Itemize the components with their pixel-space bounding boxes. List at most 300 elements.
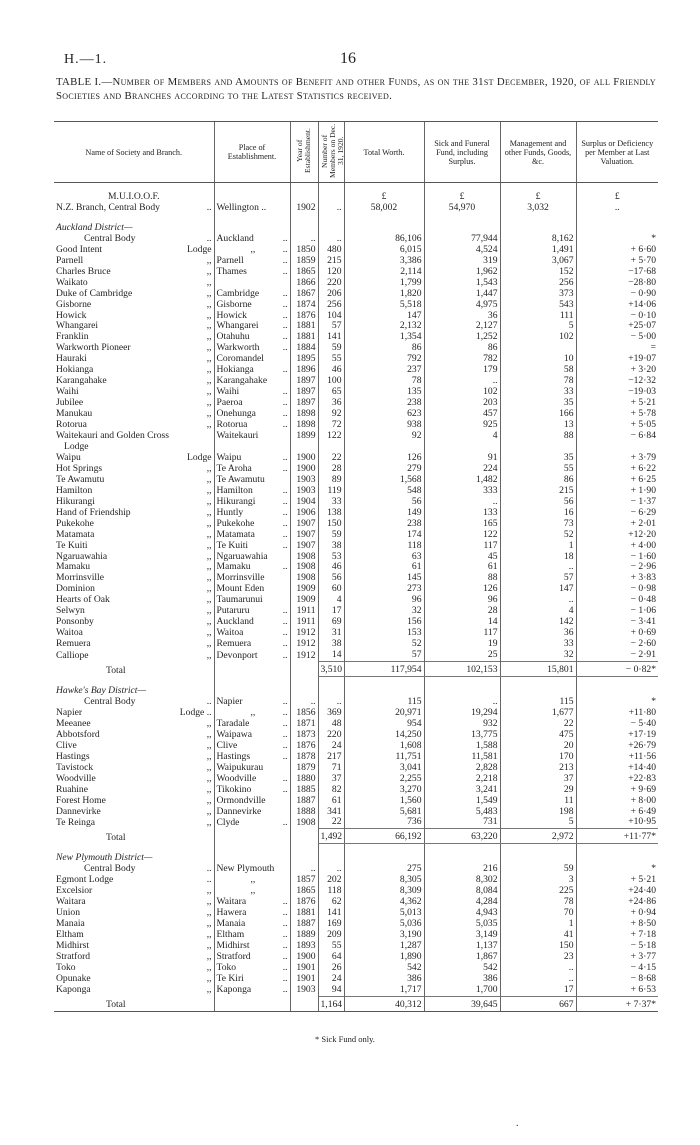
branch-name [54, 697, 214, 708]
branch-place [214, 952, 290, 963]
branch-sick-fund: 14 [424, 617, 500, 628]
branch-designation: Lodge [186, 452, 212, 463]
branch-name-text: Central Body [84, 864, 136, 875]
branch-members: 150 [318, 519, 344, 530]
table-row [54, 321, 658, 332]
table-row [54, 311, 658, 322]
leader-dots: .. [282, 365, 288, 376]
branch-year: 1897 [290, 387, 318, 398]
branch-designation: ,, [206, 984, 212, 996]
branch-worth: 237 [344, 365, 424, 376]
branch-name-text: Duke of Cambridge [56, 288, 133, 299]
branch-sick-fund: .. [424, 497, 500, 508]
branch-name [54, 573, 214, 584]
leader-dots: .. [282, 409, 288, 420]
branch-place [214, 628, 290, 639]
branch-surplus: + 8·50 [576, 919, 658, 930]
branch-year: 1900 [290, 453, 318, 464]
branch-worth: 58,002 [344, 203, 424, 214]
total-sick-fund: 39,645 [424, 996, 500, 1011]
branch-surplus: + 1·90 [576, 486, 658, 497]
leader-dots: .. [282, 773, 288, 784]
table-row [54, 785, 658, 796]
branch-place-text: Mamaku [216, 562, 251, 573]
branch-year: 1873 [290, 730, 318, 741]
branch-name-text: Waikato [56, 277, 88, 288]
branch-name [54, 864, 214, 875]
table-row [54, 464, 658, 475]
branch-place-text: Auckland [216, 233, 254, 244]
table-row [54, 431, 658, 442]
branch-worth: 2,255 [344, 774, 424, 785]
branch-name-text: Eltham [56, 930, 84, 941]
branch-surplus: + 3·79 [576, 453, 658, 464]
branch-year: 1898 [290, 420, 318, 431]
branch-designation: ,, [206, 784, 212, 795]
table-row [54, 963, 658, 974]
branch-members: 26 [318, 963, 344, 974]
table-row [54, 908, 658, 919]
branch-surplus: +26·79 [576, 741, 658, 752]
branch-name-text: Manukau [56, 409, 93, 420]
branch-surplus: .. [576, 203, 658, 214]
branch-name-text: Morrinsville [56, 573, 104, 584]
branch-worth: 63 [344, 552, 424, 563]
leader-dots: .. [282, 718, 288, 729]
branch-name [54, 952, 214, 963]
branch-name-text: Good Intent [56, 244, 103, 255]
table-row [54, 952, 658, 963]
branch-place-text: Tikokino [216, 784, 252, 795]
branch-worth: 1,820 [344, 289, 424, 300]
total-place [214, 829, 290, 844]
branch-place-text: Mount Eden [216, 584, 265, 595]
branch-designation: ,, [206, 584, 212, 595]
leader-dots: .. [282, 244, 288, 255]
table-row [54, 519, 658, 530]
branch-management-fund: 1 [500, 919, 576, 930]
branch-designation: ,, [206, 650, 212, 661]
col-header-worth: Total Worth. [344, 122, 424, 183]
branch-place [214, 267, 290, 278]
branch-year: 1911 [290, 617, 318, 628]
table-row [54, 708, 658, 719]
branch-worth: 118 [344, 541, 424, 552]
branch-surplus: − 1·60 [576, 552, 658, 563]
branch-place [214, 497, 290, 508]
branch-management-fund: 111 [500, 311, 576, 322]
leader-dots: .. [282, 420, 288, 431]
branch-designation: ,, [206, 540, 212, 551]
branch-worth: 57 [344, 650, 424, 661]
branch-place-text: Howick [216, 310, 247, 321]
branch-name [54, 530, 214, 541]
branch-year: 1909 [290, 584, 318, 595]
col-header-sick: Sick and Funeral Fund, including Surplus. [424, 122, 500, 183]
branch-management-fund: 37 [500, 774, 576, 785]
leader-dots: .. [282, 288, 288, 299]
branch-year: 1865 [290, 886, 318, 897]
branch-worth: 623 [344, 409, 424, 420]
branch-surplus: +22·83 [576, 774, 658, 785]
branch-place-text: Coromandel [216, 354, 264, 365]
branch-name [54, 552, 214, 563]
branch-designation: ,, [206, 762, 212, 773]
total-label-text: Total [106, 664, 126, 676]
branch-year: 1857 [290, 875, 318, 886]
branch-sick-fund: 3,241 [424, 785, 500, 796]
branch-year: 1897 [290, 376, 318, 387]
table-row [54, 817, 658, 828]
branch-place-text: ,, [250, 886, 256, 897]
branch-worth: 273 [344, 584, 424, 595]
district-title: Hawke's Bay District— [56, 686, 146, 697]
branch-worth: 548 [344, 486, 424, 497]
branch-year: .. [290, 234, 318, 245]
branch-sick-fund: 3,149 [424, 930, 500, 941]
branch-place-text: ,, [250, 707, 256, 718]
branch-worth: 14,250 [344, 730, 424, 741]
branch-worth: 78 [344, 376, 424, 387]
branch-management-fund: 152 [500, 267, 576, 278]
branch-management-fund: 10 [500, 354, 576, 365]
branch-worth: 153 [344, 628, 424, 639]
branch-place [214, 431, 290, 442]
branch-name-text: Forest Home [56, 795, 106, 806]
branch-place-text: Warkworth [216, 343, 260, 354]
branch-name-text: Waihi [56, 387, 79, 398]
branch-name-text: Franklin [56, 332, 89, 343]
col-header-year-text: Year of Establishment. [295, 128, 312, 174]
branch-management-fund: 3 [500, 875, 576, 886]
table-row [54, 552, 658, 563]
branch-place-text: Paeroa [216, 398, 243, 409]
branch-year: 1907 [290, 519, 318, 530]
branch-management-fund: 170 [500, 752, 576, 763]
branch-year: 1912 [290, 639, 318, 650]
branch-members: 92 [318, 409, 344, 420]
leader-dots: .. [282, 398, 288, 409]
branch-designation: .. [206, 875, 212, 886]
branch-worth: 5,036 [344, 919, 424, 930]
branch-name [54, 289, 214, 300]
branch-name-text: Dannevirke [56, 806, 101, 817]
table-body [54, 183, 658, 1012]
branch-name-text: Waitoa [56, 628, 83, 639]
branch-surplus: = [576, 343, 658, 354]
branch-designation: ,, [206, 376, 212, 387]
branch-name [54, 354, 214, 365]
branch-designation: ,, [206, 606, 212, 617]
branch-place [214, 245, 290, 256]
table-row [54, 376, 658, 387]
leader-dots: .. [282, 639, 288, 650]
branch-year: 1887 [290, 919, 318, 930]
branch-worth: 1,560 [344, 796, 424, 807]
table-row [54, 497, 658, 508]
branch-members: 104 [318, 311, 344, 322]
branch-place-text: Clive [216, 740, 238, 751]
branch-name [54, 475, 214, 486]
branch-name [54, 752, 214, 763]
branch-place [214, 530, 290, 541]
branch-surplus: − 0·90 [576, 289, 658, 300]
branch-members: 215 [318, 256, 344, 267]
branch-management-fund: 11 [500, 796, 576, 807]
branch-place-text: Waihi [216, 387, 240, 398]
leader-dots: .. [282, 628, 288, 639]
branch-surplus: + 0·94 [576, 908, 658, 919]
col-header-management: Management and other Funds, Goods, &c. [500, 122, 576, 183]
branch-surplus: − 0·98 [576, 584, 658, 595]
branch-worth: 1,799 [344, 278, 424, 289]
leader-dots: .. [282, 255, 288, 266]
branch-surplus: − 6·29 [576, 508, 658, 519]
total-worth: 40,312 [344, 996, 424, 1011]
branch-members: 62 [318, 897, 344, 908]
branch-surplus: * [576, 864, 658, 875]
branch-place [214, 650, 290, 661]
branch-year: 1866 [290, 278, 318, 289]
branch-name [54, 398, 214, 409]
branch-place [214, 409, 290, 420]
branch-sick-fund: 25 [424, 650, 500, 661]
branch-place [214, 708, 290, 719]
branch-surplus: − 0·10 [576, 311, 658, 322]
branch-sick-fund [424, 442, 500, 453]
branch-name-text: Central Body [84, 233, 136, 244]
branch-surplus: +24·86 [576, 897, 658, 908]
branch-year: 1885 [290, 785, 318, 796]
branch-place [214, 796, 290, 807]
branch-designation: ,, [206, 806, 212, 817]
leader-dots: .. [206, 202, 212, 213]
branch-name-text: Stratford [56, 952, 91, 962]
table-row [54, 919, 658, 930]
spacer-row [54, 677, 658, 687]
table-row [54, 278, 658, 289]
branch-members: 89 [318, 475, 344, 486]
leader-dots: .. [282, 463, 288, 474]
branch-members: 60 [318, 584, 344, 595]
leader-dots: .. [282, 973, 288, 984]
branch-name-text: Manaia [56, 919, 85, 930]
branch-place [214, 941, 290, 952]
branch-management-fund: 20 [500, 741, 576, 752]
branch-management-fund: 543 [500, 300, 576, 311]
branch-place [214, 541, 290, 552]
branch-place [214, 875, 290, 886]
branch-surplus: +12·20 [576, 530, 658, 541]
branch-members: 119 [318, 486, 344, 497]
branch-members: 341 [318, 807, 344, 818]
branch-name [54, 245, 214, 256]
branch-sick-fund: 8,084 [424, 886, 500, 897]
total-label [54, 662, 214, 677]
branch-place-text: Ormondville [216, 795, 266, 806]
branch-name [54, 541, 214, 552]
branch-sick-fund: 2,828 [424, 763, 500, 774]
branch-sick-fund: 1,252 [424, 332, 500, 343]
branch-members: 38 [318, 639, 344, 650]
branch-management-fund: 36 [500, 628, 576, 639]
branch-place [214, 919, 290, 930]
branch-name-text: Toko [56, 962, 76, 973]
branch-sick-fund: .. [424, 376, 500, 387]
leader-dots: .. [282, 606, 288, 617]
branch-name [54, 941, 214, 952]
branch-name-text: Warkworth Pioneer [56, 343, 131, 354]
branch-name [54, 817, 214, 828]
branch-members: 65 [318, 387, 344, 398]
branch-sick-fund: 126 [424, 584, 500, 595]
branch-management-fund [500, 442, 576, 453]
branch-designation: ,, [206, 288, 212, 299]
col-header-place: Place of Establishment. [214, 122, 290, 183]
branch-worth: 5,013 [344, 908, 424, 919]
branch-management-fund: 3,067 [500, 256, 576, 267]
branch-designation: ,, [206, 277, 212, 288]
branch-sick-fund: 1,962 [424, 267, 500, 278]
branch-place [214, 442, 290, 453]
branch-surplus: − 1·06 [576, 606, 658, 617]
branch-name-text: Selwyn [56, 606, 85, 617]
branch-worth: 3,041 [344, 763, 424, 774]
branch-members: 14 [318, 650, 344, 661]
col-header-members-text: Number of Members on Dec. 31, 1920. [319, 123, 344, 179]
branch-worth: 96 [344, 595, 424, 606]
leader-dots: .. [282, 941, 288, 952]
branch-name [54, 741, 214, 752]
table-row [54, 354, 658, 365]
branch-place-text: Hikurangi [216, 496, 256, 507]
leader-dots: .. [261, 202, 267, 213]
spacer-row [54, 183, 658, 193]
leader-dots: .. [282, 507, 288, 518]
branch-members: 31 [318, 628, 344, 639]
branch-members: 55 [318, 354, 344, 365]
leader-dots: .. [282, 650, 288, 661]
branch-sick-fund: 19,294 [424, 708, 500, 719]
branch-designation: ,, [206, 962, 212, 973]
district-total-row [54, 662, 658, 677]
branch-place-text: Hamilton [216, 485, 253, 496]
society-heading-row [54, 192, 658, 203]
district-heading-row [54, 686, 658, 697]
branch-designation: ,, [206, 387, 212, 398]
branch-worth: 126 [344, 453, 424, 464]
branch-year: 1900 [290, 464, 318, 475]
branch-surplus: + 8·00 [576, 796, 658, 807]
branch-sick-fund: 333 [424, 486, 500, 497]
branch-place [214, 453, 290, 464]
leader-dots: .. [282, 485, 288, 496]
branch-year: 1908 [290, 817, 318, 828]
branch-place [214, 475, 290, 486]
district-heading-row [54, 853, 658, 864]
table-title: TABLE I.—Number of Members and Amounts of Benefit and other Funds, as on the 31st December, 1920, of all Friendly Societies and Branches according to the Latest Statistics received. [56, 76, 656, 102]
branch-designation: ,, [206, 398, 212, 409]
branch-members: 36 [318, 398, 344, 409]
branch-worth: 3,190 [344, 930, 424, 941]
branch-name [54, 617, 214, 628]
branch-members: 53 [318, 552, 344, 563]
branch-name [54, 409, 214, 420]
branch-place-text: Parnell [216, 255, 244, 266]
table-row [54, 930, 658, 941]
branch-name-text: Hearts of Oak [56, 595, 110, 606]
branch-name [54, 985, 214, 996]
branch-worth: 11,751 [344, 752, 424, 763]
branch-management-fund: 86 [500, 475, 576, 486]
branch-name [54, 234, 214, 245]
branch-members: 122 [318, 431, 344, 442]
total-label [54, 829, 214, 844]
branch-management-fund: 4 [500, 606, 576, 617]
branch-name-text: Matamata [56, 529, 95, 540]
branch-worth: 174 [344, 530, 424, 541]
branch-name-text: Te Kuiti [56, 540, 88, 551]
branch-place [214, 617, 290, 628]
branch-year: 1893 [290, 941, 318, 952]
branch-sick-fund: 1,867 [424, 952, 500, 963]
branch-management-fund: 70 [500, 908, 576, 919]
branch-members: 56 [318, 573, 344, 584]
branch-year: 1908 [290, 573, 318, 584]
branch-sick-fund: 179 [424, 365, 500, 376]
branch-year: 1907 [290, 530, 318, 541]
branch-place [214, 573, 290, 584]
branch-designation: ,, [206, 518, 212, 529]
branch-worth: 2,132 [344, 321, 424, 332]
branch-name-text: Hauraki [56, 354, 87, 365]
branch-place [214, 606, 290, 617]
branch-management-fund: 59 [500, 864, 576, 875]
branch-management-fund: 215 [500, 486, 576, 497]
branch-year: .. [290, 864, 318, 875]
branch-designation: ,, [206, 420, 212, 431]
leader-dots: .. [282, 332, 288, 343]
leader-dots: .. [282, 740, 288, 751]
district-title: Auckland District— [56, 222, 133, 233]
branch-name-text: Whangarei [56, 321, 99, 332]
branch-name-text: Te Awamutu [56, 474, 105, 485]
branch-name-text: Ponsonby [56, 617, 94, 628]
currency-symbol: £ [344, 192, 424, 203]
table-row [54, 256, 658, 267]
branch-name-text: Hokianga [56, 365, 94, 376]
branch-designation: .. [206, 233, 212, 244]
branch-surplus: − 1·37 [576, 497, 658, 508]
branch-sick-fund: 4,943 [424, 908, 500, 919]
branch-designation: ,, [206, 266, 212, 277]
branch-worth: 1,608 [344, 741, 424, 752]
branch-place [214, 985, 290, 996]
branch-worth: 4,362 [344, 897, 424, 908]
branch-name [54, 343, 214, 354]
branch-members: 46 [318, 562, 344, 573]
branch-place-text: Hokianga [216, 365, 254, 376]
branch-sick-fund: 925 [424, 420, 500, 431]
table-row [54, 807, 658, 818]
total-label-text: Total [106, 831, 126, 843]
branch-worth: 52 [344, 639, 424, 650]
branch-members [318, 442, 344, 453]
branch-members: 206 [318, 289, 344, 300]
branch-members: 64 [318, 952, 344, 963]
branch-management-fund [500, 343, 576, 354]
branch-name-text: Abbotsford [56, 729, 100, 740]
